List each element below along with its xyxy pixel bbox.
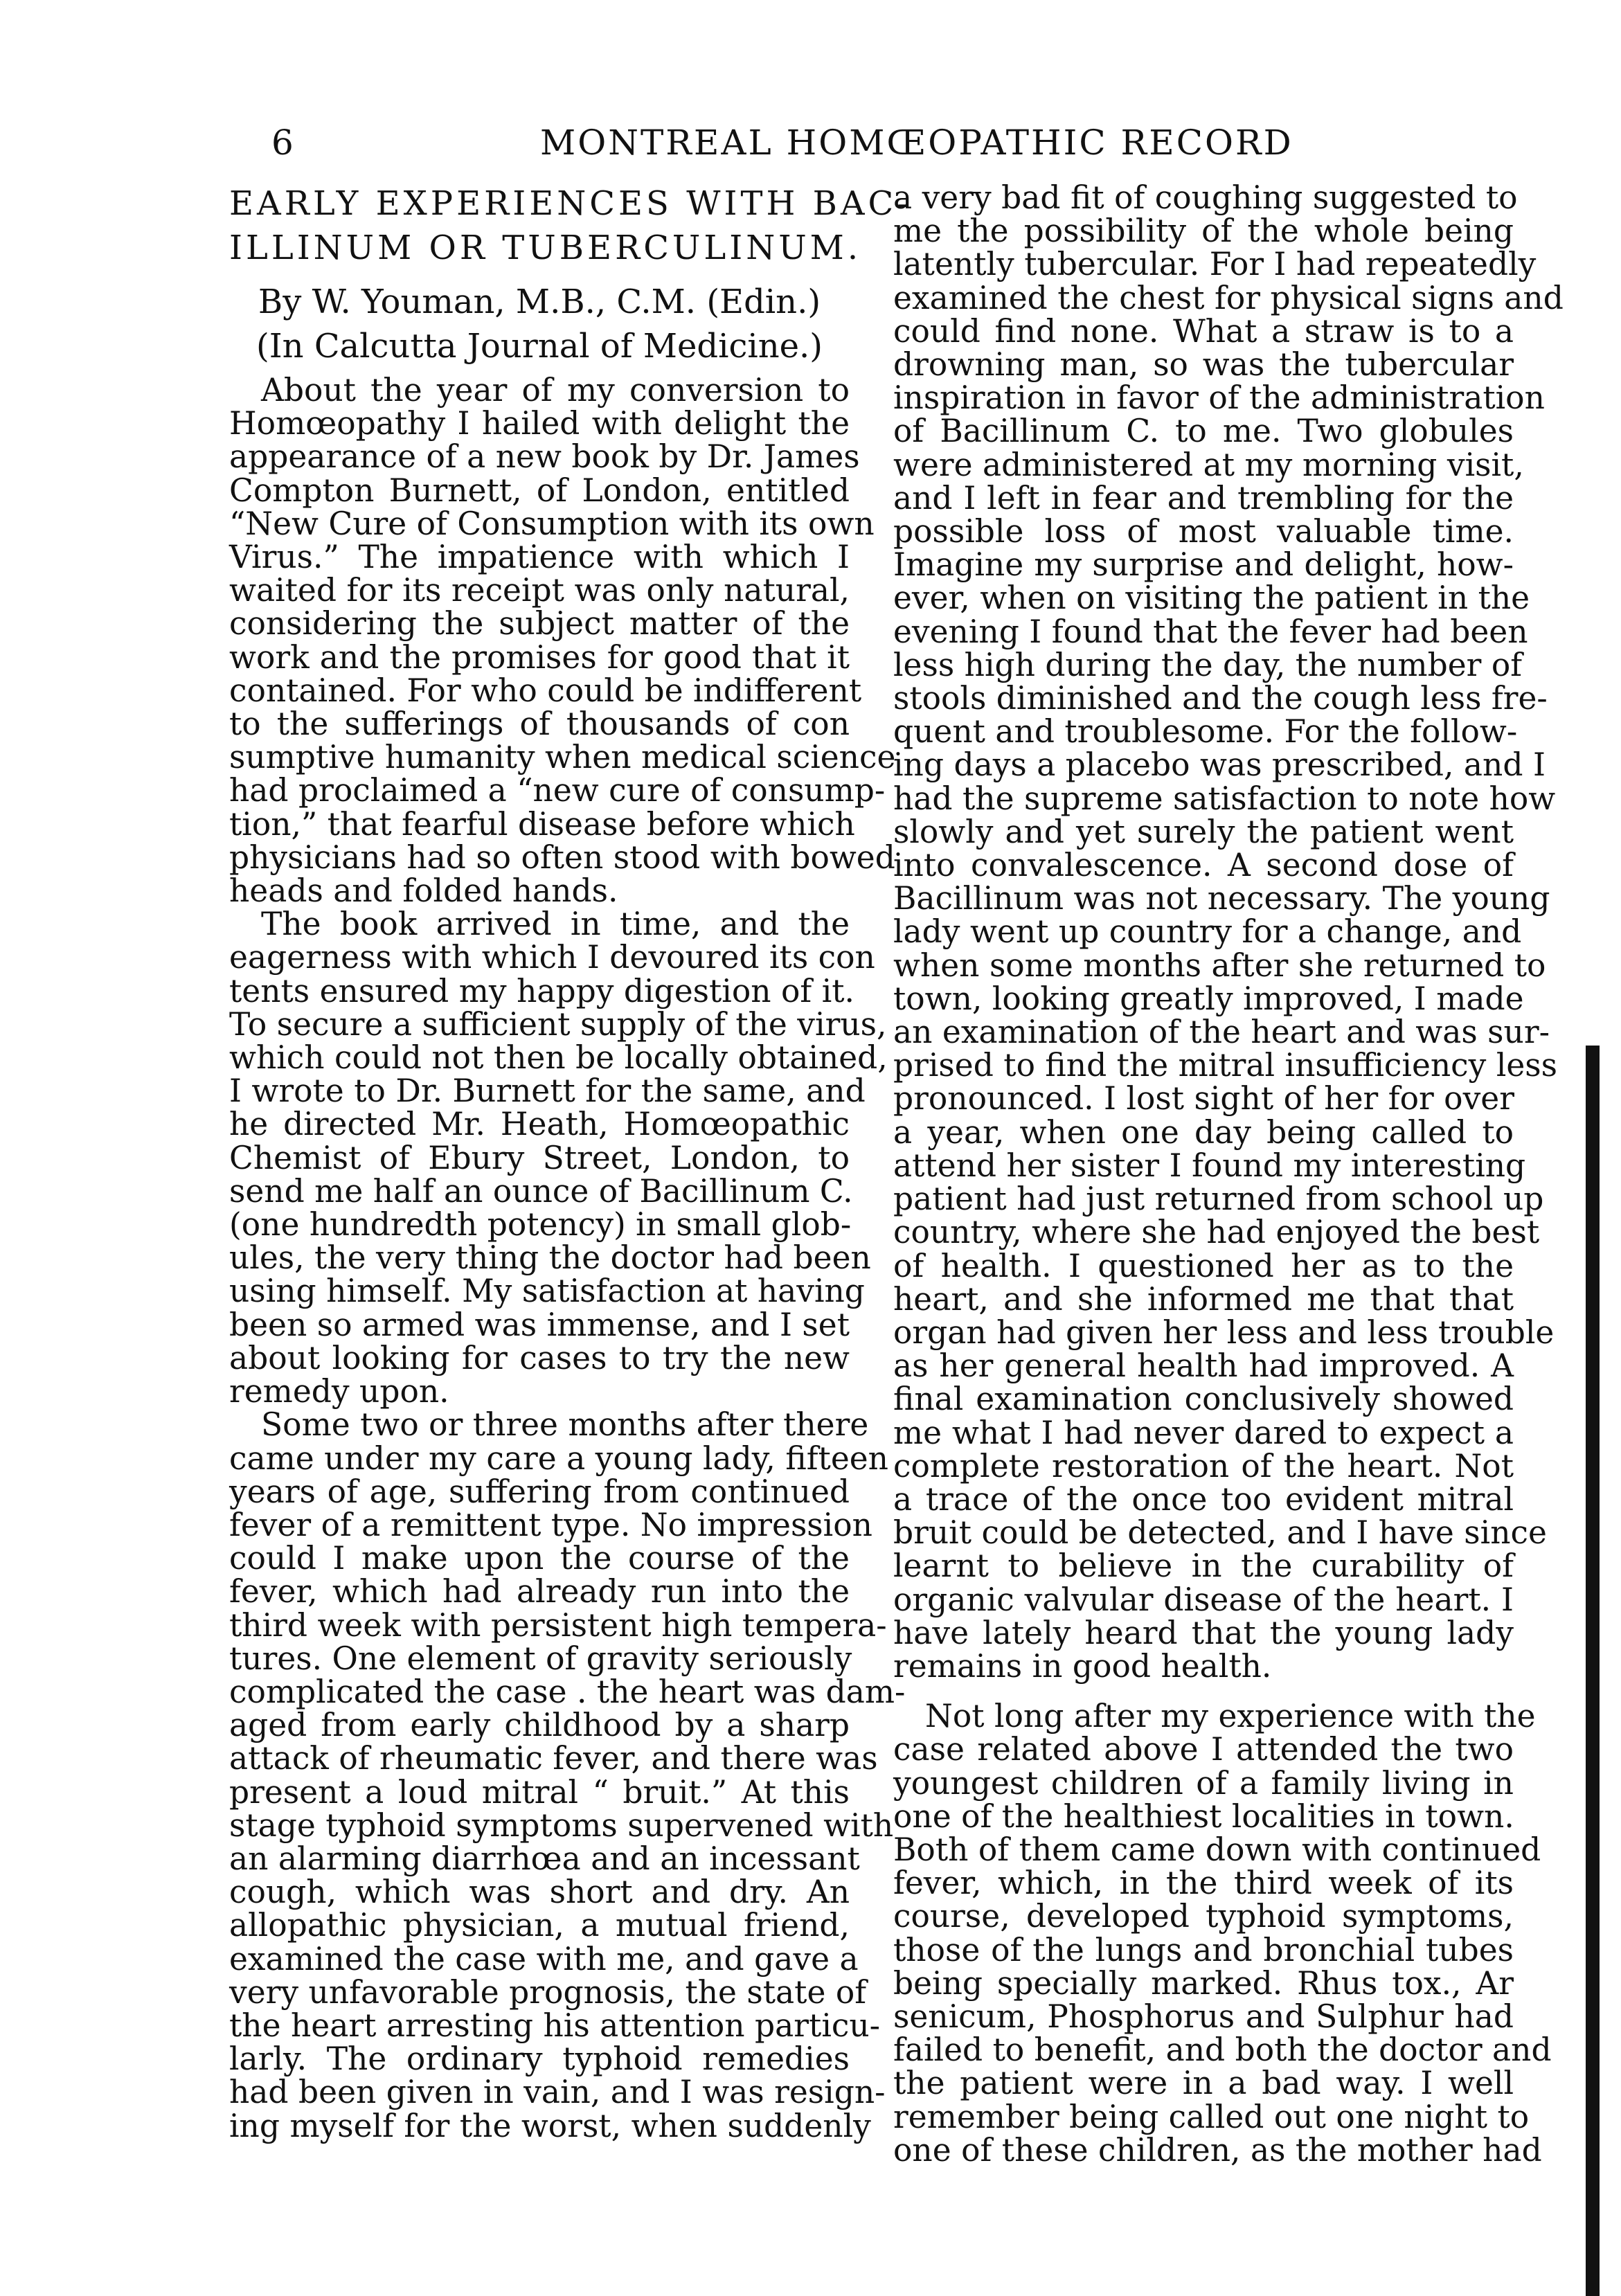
text-line: remedy upon. [229, 1373, 449, 1410]
text-line: when some months after she returned to [893, 947, 1546, 984]
text-line: a very bad fit of coughing suggested to [893, 179, 1518, 216]
text-line: complete restoration of the heart. Not [893, 1447, 1514, 1485]
text-line: contained. For who could be indifferent [229, 672, 862, 709]
text-line: sumptive humanity when medical science [229, 739, 896, 776]
text-line: failed to benefit, and both the doctor and [893, 2032, 1552, 2069]
text-line: Bacillinum was not necessary. The young [893, 880, 1550, 917]
text-line: organic valvular disease of the heart. I [893, 1581, 1514, 1618]
article-title-line: ILLINUM OR TUBERCULINUM. [229, 228, 862, 267]
text-line: one of the healthiest localities in town. [893, 1797, 1514, 1835]
text-line: Not long after my experience with the [925, 1698, 1536, 1735]
text-line: evening I found that the fever had been [893, 613, 1528, 650]
text-line: waited for its receipt was only natural, [229, 572, 850, 609]
text-line: final examination conclusively showed [893, 1381, 1514, 1418]
text-line: could find none. What a straw is to a [893, 312, 1514, 350]
text-line: country, where she had enjoyed the best [893, 1214, 1540, 1251]
text-line: the patient were in a bad way. I well [893, 2065, 1514, 2102]
text-line: of Bacillinum C. to me. Two globules [893, 413, 1514, 450]
text-line: had been given in vain, and I was resign- [229, 2074, 886, 2111]
text-line: tents ensured my happy digestion of it. [229, 972, 855, 1010]
text-line: stage typhoid symptoms supervened with [229, 1806, 894, 1844]
text-line: fever, which had already run into the [229, 1573, 850, 1611]
text-line: prised to find the mitral insufficiency less [893, 1047, 1558, 1084]
text-line: using himself. My satisfaction at having [229, 1273, 865, 1310]
text-line: being specially marked. Rhus tox., Ar [893, 1964, 1514, 2002]
running-head: MONTREAL HOMŒOPATHIC RECORD [540, 123, 1293, 163]
article-title-line: EARLY EXPERIENCES WITH BAC- [229, 184, 912, 223]
text-line: Chemist of Ebury Street, London, to [229, 1139, 850, 1176]
text-line: years of age, suffering from continued [229, 1473, 850, 1510]
text-line: me the possibility of the whole being [893, 213, 1514, 250]
text-line: (one hundredth potency) in small glob- [229, 1206, 852, 1244]
text-line: patient had just returned from school up [893, 1181, 1544, 1218]
text-line: Some two or three months after there [261, 1406, 869, 1444]
text-line: a year, when one day being called to [893, 1113, 1514, 1151]
text-line: into convalescence. A second dose of [893, 847, 1514, 884]
text-line: work and the promises for good that it [229, 638, 850, 676]
text-line: aged from early childhood by a sharp [229, 1707, 850, 1744]
text-line: present a loud mitral “ bruit.” At this [229, 1773, 850, 1811]
text-line: considering the subject matter of the [229, 605, 850, 643]
text-line: About the year of my conversion to [261, 372, 850, 409]
text-line: remains in good health. [893, 1647, 1272, 1685]
text-line: examined the chest for physical signs and [893, 279, 1564, 316]
text-line: came under my care a young lady, fifteen [229, 1440, 888, 1477]
text-line: tures. One element of gravity seriously [229, 1640, 852, 1677]
text-line: organ had given her less and less trouble [893, 1313, 1555, 1351]
text-line: and I left in fear and trembling for the [893, 479, 1514, 517]
text-line: ules, the very thing the doctor had been [229, 1239, 871, 1277]
text-line: me what I had never dared to expect a [893, 1414, 1514, 1451]
text-line: which could not then be locally obtained, [229, 1039, 888, 1077]
text-line: town, looking greatly improved, I made [893, 980, 1524, 1017]
text-line: been so armed was immense, and I set [229, 1306, 850, 1343]
text-line: inspiration in favor of the administration [893, 379, 1545, 417]
text-line: fever of a remittent type. No impression [229, 1506, 872, 1543]
text-line: had proclaimed a “new cure of consump- [229, 772, 886, 809]
text-line: ing myself for the worst, when suddenly [229, 2107, 871, 2144]
right-column [893, 179, 1564, 2169]
text-line: latently tubercular. For I had repeatedly [893, 246, 1537, 283]
text-line: larly. The ordinary typhoid remedies [229, 2041, 850, 2078]
text-line: fever, which, in the third week of its [893, 1865, 1514, 1902]
text-line: send me half an ounce of Bacillinum C. [229, 1172, 853, 1210]
text-line: as her general health had improved. A [893, 1347, 1514, 1385]
text-line: Both of them came down with continued [893, 1831, 1541, 1868]
left-column-body [229, 372, 906, 2144]
text-line: were administered at my morning visit, [893, 446, 1524, 483]
text-line: Homœopathy I hailed with delight the [229, 405, 850, 442]
text-line: ever, when on visiting the patient in the [893, 580, 1530, 617]
text-line: have lately heard that the young lady [893, 1614, 1514, 1651]
text-line: the heart arresting his attention particu- [229, 2007, 881, 2044]
text-line: less high during the day, the number of [893, 646, 1523, 683]
text-line: I wrote to Dr. Burnett for the same, and [229, 1073, 866, 1110]
right-edge-rule [1586, 1046, 1600, 2296]
text-line: ing days a placebo was prescribed, and I [893, 746, 1546, 784]
text-line: appearance of a new book by Dr. James [229, 438, 860, 476]
text-line: attack of rheumatic fever, and there was [229, 1740, 878, 1777]
text-line: lady went up country for a change, and [893, 913, 1522, 951]
text-line: about looking for cases to try the new [229, 1339, 850, 1376]
article-title [229, 181, 912, 270]
text-line: “New Cure of Consumption with its own [229, 505, 875, 542]
text-line: allopathic physician, a mutual friend, [229, 1907, 850, 1944]
left-column [229, 181, 912, 2144]
article-byline: By W. Youman, M.B., C.M. (Edin.) [258, 282, 821, 321]
text-line: drowning man, so was the tubercular [893, 346, 1514, 384]
text-line: had the supreme satisfaction to note how [893, 780, 1556, 817]
text-line: slowly and yet surely the patient went [893, 813, 1514, 850]
text-line: attend her sister I found my interesting [893, 1147, 1526, 1184]
text-line: heart, and she informed me that that [893, 1280, 1514, 1318]
text-line: a trace of the once too evident mitral [893, 1480, 1514, 1518]
page-number: 6 [271, 123, 294, 163]
text-line: tion,” that fearful disease before which [229, 805, 855, 843]
text-line: very unfavorable prognosis, the state of [229, 1973, 867, 2011]
text-line: cough, which was short and dry. An [229, 1874, 850, 1911]
text-line: learnt to believe in the curability of [893, 1548, 1514, 1585]
article-source: (In Calcutta Journal of Medicine.) [256, 327, 823, 366]
text-line: course, developed typhoid symptoms, [893, 1898, 1514, 1935]
text-line: To secure a sufficient supply of the virus, [229, 1005, 887, 1043]
text-line: The book arrived in time, and the [261, 906, 850, 943]
text-line: of health. I questioned her as to the [893, 1247, 1514, 1284]
text-line: one of these children, as the mother had [893, 2131, 1542, 2169]
text-line: case related above I attended the two [893, 1731, 1514, 1768]
text-line: Virus.” The impatience with which I [229, 539, 850, 576]
text-line: eagerness with which I devoured its con [229, 939, 875, 976]
text-line: could I make upon the course of the [229, 1540, 850, 1577]
text-line: an alarming diarrhœa and an incessant [229, 1840, 860, 1877]
text-line: remember being called out one night to [893, 2098, 1530, 2135]
text-line: senicum, Phosphorus and Sulphur had [893, 1998, 1514, 2035]
right-column-body [893, 179, 1564, 2169]
text-line: complicated the case . the heart was dam- [229, 1673, 906, 1710]
text-line: those of the lungs and bronchial tubes [893, 1931, 1514, 1968]
text-line: third week with persistent high tempera- [229, 1606, 887, 1644]
text-line: quent and troublesome. For the follow- [893, 713, 1518, 751]
text-line: youngest children of a family living in [893, 1764, 1514, 1802]
text-line: stools diminished and the cough less fre- [893, 680, 1548, 717]
text-line: Compton Burnett, of London, entitled [229, 472, 850, 509]
text-line: an examination of the heart and was sur- [893, 1014, 1550, 1051]
text-line: pronounced. I lost sight of her for over [893, 1080, 1514, 1118]
text-line: possible loss of most valuable time. [893, 513, 1514, 550]
text-line: bruit could be detected, and I have since [893, 1514, 1547, 1552]
text-line: he directed Mr. Heath, Homœopathic [229, 1106, 850, 1143]
text-line: Imagine my surprise and delight, how- [893, 546, 1514, 584]
text-line: physicians had so often stood with bowed [229, 838, 895, 876]
text-line: examined the case with me, and gave a [229, 1940, 859, 1977]
text-line: to the sufferings of thousands of con [229, 706, 850, 743]
text-line: heads and folded hands. [229, 872, 618, 910]
